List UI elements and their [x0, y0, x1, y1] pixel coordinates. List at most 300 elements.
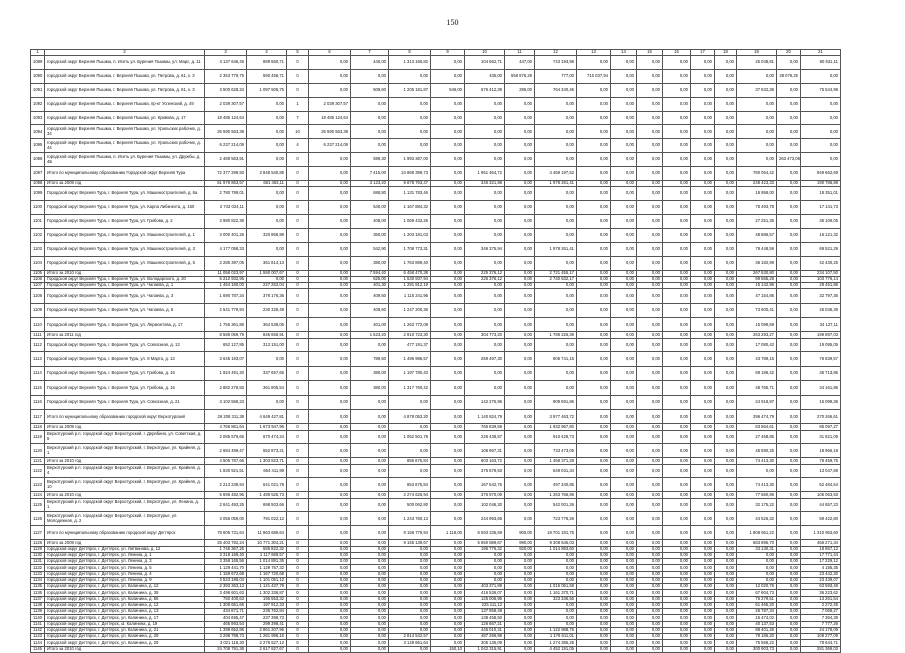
value-cell: 0,00 — [389, 571, 431, 577]
value-cell: 0,00 — [431, 424, 465, 430]
row-number-cell: 1125 — [31, 498, 45, 512]
value-cell: 0,00 — [351, 458, 389, 464]
address-cell: Городской округ Верхняя Тура, г. Верхняя Тура, ул. Чапаева, д. 5 — [45, 303, 205, 318]
row-number-cell: 1143 — [31, 634, 45, 640]
value-cell: 0,00 — [577, 97, 611, 111]
value-cell: 0,00 — [637, 381, 663, 396]
value-cell: 0,00 — [637, 478, 663, 492]
value-cell: 0,00 — [465, 283, 505, 289]
value-cell: 0,00 — [715, 590, 737, 596]
value-cell: 7 777,26 — [801, 621, 841, 627]
value-cell: 0,00 — [715, 289, 737, 304]
value-cell: 0,00 — [715, 276, 737, 282]
value-cell: 0,00 — [715, 228, 737, 242]
value-cell: 0,00 — [737, 139, 777, 153]
value-cell: 0 — [287, 56, 309, 70]
value-cell: 0,00 — [431, 181, 465, 187]
value-cell: 0,00 — [577, 318, 611, 332]
value-cell: 0,00 — [309, 492, 351, 498]
value-cell: 0,00 — [611, 187, 637, 201]
value-cell: 0,00 — [691, 492, 715, 498]
value-cell: 0,00 — [611, 540, 637, 546]
value-cell: 1 015 051,58 — [535, 584, 577, 590]
value-cell: 0,00 — [637, 167, 663, 181]
value-cell: 361 814,13 — [247, 256, 287, 270]
value-cell: 2 272,45 — [801, 602, 841, 608]
value-cell: 0,00 — [777, 546, 801, 552]
value-cell: 1 069 432,26 — [389, 215, 431, 229]
value-cell: 26 208 311,38 — [205, 410, 247, 424]
value-cell: 0,00 — [351, 395, 389, 410]
value-cell: 0,00 — [309, 181, 351, 187]
address-cell: городской округ Дегтярск, г. Дегтярск, ул. Калинина, д. 56 — [45, 596, 205, 602]
address-cell: Городской округ Верхняя Тура, г. Верхняя Тура, ул. Чапаева, д. 1 — [45, 283, 205, 289]
value-cell: 0,00 — [663, 634, 691, 640]
value-cell: 0,00 — [777, 540, 801, 546]
value-cell: 0,00 — [777, 571, 801, 577]
value-cell: 0,00 — [777, 276, 801, 282]
value-cell: 0,00 — [389, 627, 431, 633]
value-cell: 42 430,25 — [801, 256, 841, 270]
value-cell: 0,00 — [431, 565, 465, 571]
value-cell: 0,00 — [715, 492, 737, 498]
value-cell: 0,00 — [663, 381, 691, 396]
value-cell: 0,00 — [715, 97, 737, 111]
value-cell: 0,00 — [577, 424, 611, 430]
value-cell: 0,00 — [505, 352, 535, 367]
value-cell: 1 118,00 — [431, 526, 465, 540]
value-cell: 0,00 — [505, 559, 535, 565]
value-cell: 0,00 — [637, 640, 663, 646]
value-cell: 0,00 — [611, 276, 637, 282]
value-cell: 296 474,79 — [737, 410, 777, 424]
column-header: 3 — [205, 50, 247, 56]
value-cell: 0,00 — [351, 512, 389, 526]
value-cell: 0 — [287, 352, 309, 367]
value-cell: 0,00 — [777, 139, 801, 153]
value-cell: 0,00 — [431, 571, 465, 577]
value-cell: 0,00 — [715, 526, 737, 540]
value-cell: 0,00 — [777, 352, 801, 367]
value-cell: 48 765,71 — [737, 381, 777, 396]
value-cell: 0,00 — [777, 283, 801, 289]
value-cell: 17 229,12 — [801, 559, 841, 565]
value-cell: 0,00 — [777, 430, 801, 444]
address-cell: городской округ Верхняя Пышма, г. Верхняя Пышма, ул. Петрова, д. 61, к. 3 — [45, 69, 205, 83]
value-cell: 248 423,33 — [737, 181, 777, 187]
value-cell: 0,00 — [663, 478, 691, 492]
value-cell: 0,00 — [611, 303, 637, 318]
value-cell: 0 — [287, 540, 309, 546]
value-cell: 670 474,24 — [247, 430, 287, 444]
value-cell: 0,00 — [663, 410, 691, 424]
value-cell: 0,00 — [663, 559, 691, 565]
value-cell: 1 303 823,71 — [247, 458, 287, 464]
value-cell: 552 873,21 — [247, 444, 287, 458]
value-cell: 0,00 — [801, 153, 841, 167]
value-cell: 590 458,71 — [247, 69, 287, 83]
value-cell: 190 786,88 — [801, 181, 841, 187]
value-cell: 0,00 — [663, 153, 691, 167]
value-cell: 0,00 — [577, 181, 611, 187]
value-cell: 0,00 — [505, 181, 535, 187]
value-cell: 676 412,39 — [465, 83, 505, 97]
value-cell: 4 177 058,33 — [205, 242, 247, 256]
address-cell: городской округ Верхняя Пышма, г. Верхняя Пышма, ул. Кривова, д. 17 — [45, 111, 205, 125]
value-cell: 24 918,97 — [737, 395, 777, 410]
value-cell: 0,00 — [577, 139, 611, 153]
value-cell: 305 135,09 — [465, 640, 505, 646]
value-cell: 0,00 — [309, 646, 351, 652]
value-cell: 1 690 787,34 — [205, 289, 247, 304]
value-cell: 0,00 — [715, 111, 737, 125]
value-cell: 0,00 — [577, 153, 611, 167]
value-cell: 267 530,80 — [737, 270, 777, 276]
value-cell: 3 500 628,34 — [205, 83, 247, 97]
value-cell: 99 565,28 — [737, 276, 777, 282]
value-cell: 0,00 — [505, 276, 535, 282]
value-cell: 18 857,12 — [801, 546, 841, 552]
value-cell: 0,00 — [637, 303, 663, 318]
address-cell: Городской округ Верхняя Тура, г. Верхняя Тура, ул. Совхозная, д. 13 — [45, 338, 205, 352]
value-cell: 445 010,31 — [465, 627, 505, 633]
value-cell: 75 544,99 — [801, 83, 841, 97]
value-cell: 1 745 367,25 — [205, 546, 247, 552]
value-cell: 0,00 — [691, 228, 715, 242]
value-cell: 0,00 — [431, 546, 465, 552]
value-cell: 0,00 — [351, 125, 389, 139]
value-cell: 0 — [287, 609, 309, 615]
value-cell: 0 — [287, 83, 309, 97]
value-cell: 1 924 491,20 — [205, 366, 247, 381]
value-cell: 0,00 — [389, 615, 431, 621]
value-cell: 0,00 — [577, 577, 611, 583]
value-cell: 0,00 — [715, 424, 737, 430]
row-number-cell: 1129 — [31, 546, 45, 552]
value-cell: 641 021,78 — [247, 478, 287, 492]
value-cell: 313 151,00 — [247, 338, 287, 352]
value-cell: 0,00 — [663, 512, 691, 526]
value-cell: 1 121 437,79 — [247, 584, 287, 590]
value-cell: 0 — [287, 526, 309, 540]
value-cell: 0,00 — [801, 111, 841, 125]
value-cell: 295,00 — [505, 83, 535, 97]
value-cell: 2 721 455,17 — [535, 270, 577, 276]
value-cell: 0,00 — [663, 276, 691, 282]
table-row — [31, 498, 841, 512]
value-cell: 0,00 — [389, 577, 431, 583]
value-cell: 0,00 — [777, 615, 801, 621]
row-number-cell: 1134 — [31, 577, 45, 583]
value-cell: 79 605 731,64 — [205, 526, 247, 540]
value-cell: 0,00 — [637, 181, 663, 187]
address-cell: городской округ Дегтярск, г. Дегтярск, ул. Калинина, д. 28 — [45, 634, 205, 640]
address-cell: Итого за 2010 год — [45, 646, 205, 652]
value-cell: 0,00 — [309, 571, 351, 577]
value-cell: 0,00 — [637, 111, 663, 125]
value-cell: 0,00 — [737, 577, 777, 583]
value-cell: 0,00 — [247, 201, 287, 215]
value-cell: 0,00 — [505, 634, 535, 640]
value-cell: 3 645 193,07 — [205, 352, 247, 367]
value-cell: 0,00 — [691, 366, 715, 381]
value-cell: 0,00 — [577, 540, 611, 546]
value-cell: 0,00 — [389, 621, 431, 627]
value-cell: 4 185,35 — [801, 565, 841, 571]
value-cell: 0,00 — [611, 577, 637, 583]
value-cell: 599,30 — [351, 153, 389, 167]
value-cell: 1 951 464,72 — [465, 167, 505, 181]
value-cell: 9 155 139,67 — [389, 540, 431, 546]
value-cell: 0,00 — [715, 318, 737, 332]
value-cell: 0,00 — [637, 577, 663, 583]
value-cell: 0,00 — [637, 270, 663, 276]
value-cell: 0,00 — [777, 381, 801, 396]
value-cell: 0,00 — [663, 139, 691, 153]
value-cell: 0,00 — [247, 97, 287, 111]
row-number-cell: 1123 — [31, 478, 45, 492]
value-cell: 0,00 — [351, 526, 389, 540]
value-cell: 0,00 — [777, 627, 801, 633]
value-cell: 4 649 427,81 — [247, 410, 287, 424]
address-cell: городской округ Верхняя Пышма, п. Исеть ул. Бурения Пышмы, ул. Дружбы, д. 4Б — [45, 153, 205, 167]
value-cell: 0,00 — [611, 584, 637, 590]
value-cell: 0,00 — [663, 464, 691, 478]
value-cell: 0,00 — [389, 444, 431, 458]
value-cell: 125 006,96 — [465, 596, 505, 602]
value-cell: 2 882 278,83 — [205, 381, 247, 396]
value-cell: 0,00 — [309, 540, 351, 546]
value-cell: 0 — [287, 201, 309, 215]
table-row — [31, 289, 841, 304]
table-row — [31, 83, 841, 97]
value-cell: 0,00 — [535, 559, 577, 565]
value-cell: 380,00 — [351, 381, 389, 396]
value-cell: 19 701 181,75 — [535, 526, 577, 540]
value-cell: 0,00 — [691, 125, 715, 139]
column-header: 1 — [31, 50, 45, 56]
value-cell: 3 298 798,73 — [205, 634, 247, 640]
value-cell: 3 148 661,64 — [389, 640, 431, 646]
value-cell: 0,00 — [715, 609, 737, 615]
value-cell: 0 — [287, 602, 309, 608]
value-cell: 0,00 — [691, 395, 715, 410]
value-cell: 0,00 — [611, 318, 637, 332]
table-row — [31, 242, 841, 256]
value-cell: 0,00 — [389, 559, 431, 565]
value-cell: 0,00 — [505, 458, 535, 464]
value-cell: 320 868,99 — [247, 228, 287, 242]
value-cell: 0 — [287, 228, 309, 242]
value-cell: 3 318 168,40 — [205, 552, 247, 558]
value-cell: 0,00 — [505, 201, 535, 215]
value-cell: 0,00 — [611, 424, 637, 430]
row-number-cell: 1109 — [31, 303, 45, 318]
value-cell: 0,00 — [309, 546, 351, 552]
value-cell: 150,10 — [431, 646, 465, 652]
row-number-cell: 1118 — [31, 424, 45, 430]
value-cell: 0,00 — [389, 546, 431, 552]
value-cell: 0,00 — [309, 552, 351, 558]
value-cell: 11 863 689,64 — [247, 526, 287, 540]
value-cell: 0,00 — [637, 552, 663, 558]
value-cell: 0,00 — [309, 464, 351, 478]
value-cell: 0,00 — [351, 571, 389, 577]
value-cell: 0,00 — [777, 289, 801, 304]
value-cell: 1 263 772,08 — [389, 318, 431, 332]
value-cell: 0,00 — [637, 424, 663, 430]
value-cell: 109 277,09 — [801, 634, 841, 640]
value-cell: 0,00 — [715, 56, 737, 70]
value-cell: 7 415,00 — [351, 167, 389, 181]
value-cell: 1 590 007,67 — [247, 270, 287, 276]
value-cell: 0 — [287, 318, 309, 332]
value-cell: 0,00 — [715, 395, 737, 410]
value-cell: 6 458 470,38 — [389, 270, 431, 276]
value-cell: 0,00 — [431, 187, 465, 201]
address-cell: городской округ Верхняя Пышма, г. Верхняя Пышма, ул. Петрова, д. 61, к. 3 — [45, 83, 205, 97]
value-cell: 0,00 — [777, 410, 801, 424]
value-cell: 4 878 053,20 — [389, 410, 431, 424]
value-cell: 1 464 160,00 — [205, 283, 247, 289]
value-cell: 0,00 — [691, 69, 715, 83]
value-cell: 688,80 — [351, 187, 389, 201]
value-cell: 0,00 — [637, 410, 663, 424]
value-cell: 0,00 — [637, 201, 663, 215]
value-cell: 17 141,73 — [801, 201, 841, 215]
table-row — [31, 410, 841, 424]
value-cell: 603 163,72 — [465, 458, 505, 464]
value-cell: 0,00 — [535, 139, 577, 153]
value-cell: 1 755 361,86 — [205, 318, 247, 332]
value-cell: 0,00 — [715, 283, 737, 289]
column-header: 21 — [801, 50, 841, 56]
value-cell: 0,00 — [309, 627, 351, 633]
value-cell: 12 020,76 — [737, 584, 777, 590]
value-cell: 0,00 — [715, 512, 737, 526]
value-cell: 0,00 — [715, 498, 737, 512]
value-cell: 0,00 — [637, 492, 663, 498]
value-cell: 0,00 — [777, 552, 801, 558]
value-cell: 28 451,86 — [801, 283, 841, 289]
value-cell: 0,00 — [611, 201, 637, 215]
table-row — [31, 56, 841, 70]
value-cell: 0,00 — [777, 256, 801, 270]
value-cell: 920,00 — [505, 546, 535, 552]
value-cell: 0,00 — [663, 627, 691, 633]
value-cell: 0,00 — [637, 366, 663, 381]
value-cell: 0,00 — [663, 565, 691, 571]
value-cell: 477 191,37 — [389, 338, 431, 352]
value-cell: 0,00 — [505, 167, 535, 181]
value-cell: 0,00 — [577, 512, 611, 526]
value-cell: 0,00 — [431, 458, 465, 464]
value-cell: 0,00 — [389, 609, 431, 615]
value-cell: 0,00 — [577, 430, 611, 444]
value-cell: 0,00 — [691, 56, 715, 70]
value-cell: 0,00 — [465, 559, 505, 565]
table-row — [31, 153, 841, 167]
value-cell: 1 489 525,73 — [247, 492, 287, 498]
value-cell: 0,00 — [611, 565, 637, 571]
value-cell: 0,00 — [715, 565, 737, 571]
address-cell: Верхотурский р.п. городской округ Верхотурский, г. Верхотурье, ул. Молодежная, д. 2 — [45, 512, 205, 526]
row-number-cell: 1090 — [31, 69, 45, 83]
value-cell: 0,00 — [737, 111, 777, 125]
value-cell: 0,00 — [505, 478, 535, 492]
value-cell: 7 594,40 — [351, 270, 389, 276]
value-cell: 1 167 720,68 — [247, 571, 287, 577]
value-cell: 0,00 — [535, 318, 577, 332]
value-cell: 0,00 — [777, 492, 801, 498]
value-cell: 0,00 — [577, 546, 611, 552]
value-cell: 0,00 — [611, 381, 637, 396]
value-cell: 0,00 — [691, 458, 715, 464]
address-cell: Итого за 2009 год — [45, 181, 205, 187]
value-cell: 683 895,70 — [737, 540, 777, 546]
row-number-cell: 1139 — [31, 609, 45, 615]
address-cell: городской округ Дегтярск, г. Дегтярск, ул. Калинина, д. 38 — [45, 590, 205, 596]
value-cell: 0,00 — [777, 201, 801, 215]
value-cell: 0,00 — [505, 609, 535, 615]
value-cell: 0,00 — [777, 318, 801, 332]
value-cell: 0,00 — [691, 634, 715, 640]
value-cell: 0,00 — [351, 615, 389, 621]
value-cell: 0,00 — [637, 646, 663, 652]
value-cell: 0,00 — [535, 571, 577, 577]
value-cell: 0,00 — [309, 584, 351, 590]
value-cell: 0,00 — [715, 201, 737, 215]
column-header: 13 — [577, 50, 611, 56]
value-cell: 0,00 — [505, 215, 535, 229]
value-cell: 0,00 — [577, 289, 611, 304]
value-cell: 0,00 — [577, 634, 611, 640]
value-cell: 558 976,29 — [505, 69, 535, 83]
value-cell: 0,00 — [637, 512, 663, 526]
value-cell: 0,00 — [431, 498, 465, 512]
value-cell: 0,00 — [309, 201, 351, 215]
value-cell: 0,00 — [663, 596, 691, 602]
value-cell: 0,00 — [389, 552, 431, 558]
value-cell: 0,00 — [351, 97, 389, 111]
value-cell: 1 131 783,46 — [389, 187, 431, 201]
value-cell: 2 285 397,05 — [205, 256, 247, 270]
value-cell: 79 448,59 — [737, 242, 777, 256]
value-cell: 0,00 — [577, 444, 611, 458]
value-cell: 0,00 — [663, 492, 691, 498]
value-cell: 1 978 261,41 — [535, 181, 577, 187]
value-cell: 0,00 — [465, 97, 505, 111]
table-row — [31, 318, 841, 332]
value-cell: 1 197 780,43 — [389, 366, 431, 381]
row-number-cell: 1101 — [31, 215, 45, 229]
value-cell: 0,00 — [777, 512, 801, 526]
value-cell: 0,00 — [777, 478, 801, 492]
value-cell: 0,00 — [535, 609, 577, 615]
value-cell: 0,00 — [389, 97, 431, 111]
value-cell: 0,00 — [691, 498, 715, 512]
value-cell: 0,00 — [535, 289, 577, 304]
value-cell: 0,00 — [637, 153, 663, 167]
value-cell: 1 932 967,80 — [535, 424, 577, 430]
value-cell: 0,00 — [309, 276, 351, 282]
value-cell: 0,00 — [351, 492, 389, 498]
value-cell: 0,00 — [505, 228, 535, 242]
value-cell: 0,00 — [505, 332, 535, 338]
value-cell: 0,00 — [663, 270, 691, 276]
value-cell: 5 696 482,96 — [205, 492, 247, 498]
value-cell: 0,00 — [431, 584, 465, 590]
